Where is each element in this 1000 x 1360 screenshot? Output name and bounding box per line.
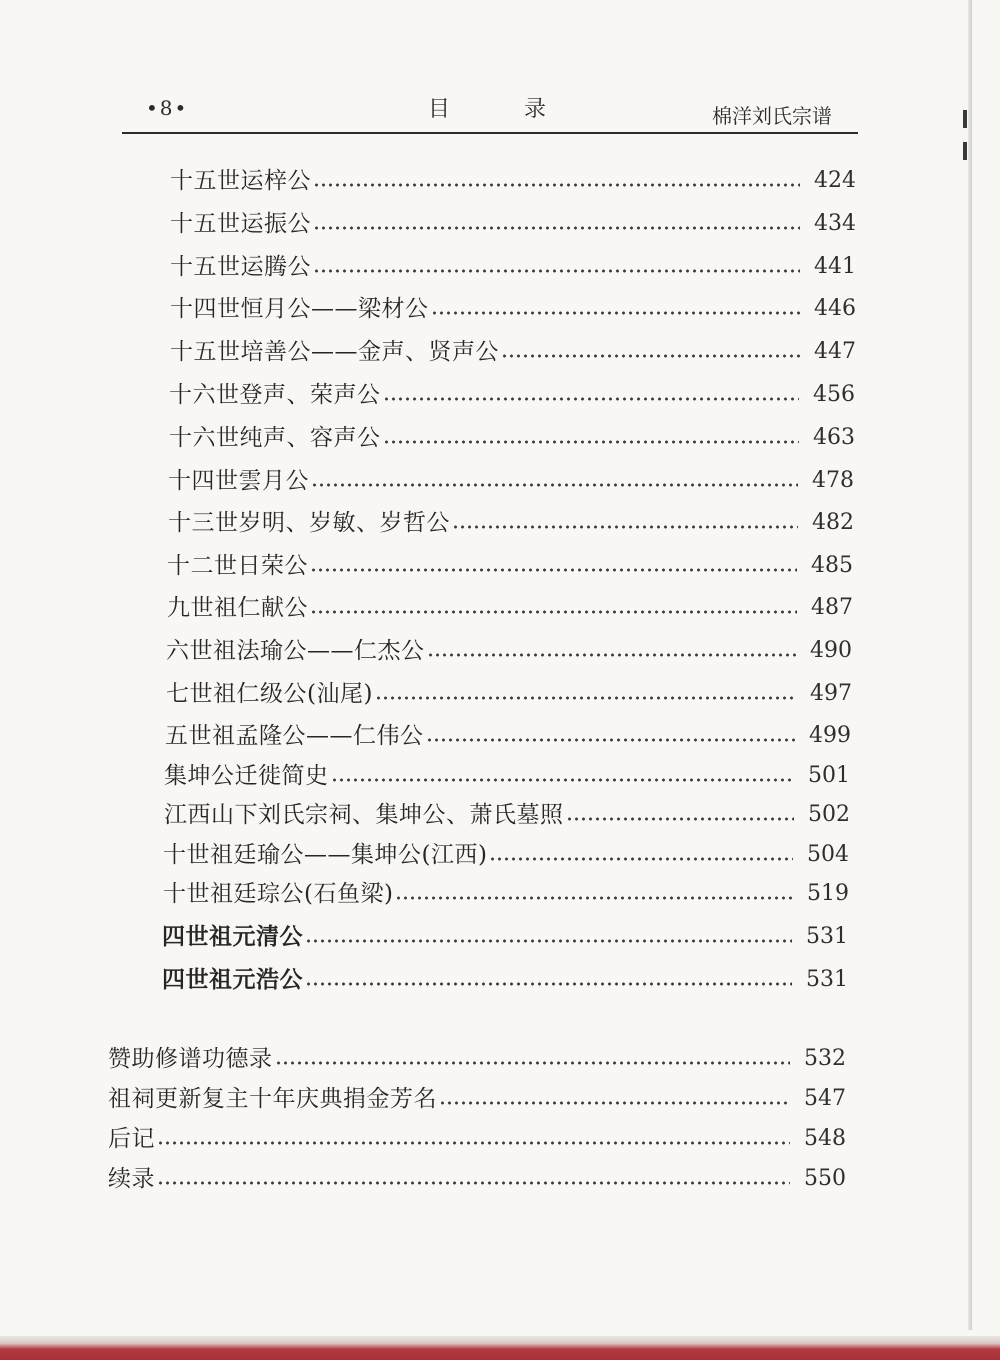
toc-entry-title: 十六世登声、荣声公 bbox=[169, 382, 381, 408]
dot-leader bbox=[311, 481, 798, 489]
dot-leader bbox=[157, 1179, 790, 1187]
toc-entry-page: 478 bbox=[812, 468, 854, 493]
toc-entry[interactable] bbox=[162, 918, 848, 952]
toc-entry[interactable] bbox=[108, 1120, 846, 1154]
dot-leader bbox=[439, 1099, 790, 1107]
dot-leader bbox=[452, 523, 798, 531]
dot-leader bbox=[313, 181, 800, 189]
book-title: 棉洋刘氏宗谱 bbox=[712, 104, 832, 128]
toc-entry-title: 十二世日荣公 bbox=[167, 553, 308, 579]
toc-entry[interactable] bbox=[162, 961, 848, 995]
toc-entry-title: 十四世恒月公——梁材公 bbox=[170, 296, 429, 322]
toc-entry-page: 447 bbox=[814, 339, 856, 364]
dot-leader bbox=[427, 651, 797, 659]
toc-entry-title: 十世祖廷瑜公——集坤公(江西) bbox=[163, 842, 488, 868]
toc-entry-page: 446 bbox=[814, 296, 856, 321]
dot-leader bbox=[313, 224, 800, 232]
toc-entry-title: 十三世岁明、岁敏、岁哲公 bbox=[168, 510, 450, 536]
toc-entry-title: 十四世雲月公 bbox=[168, 468, 309, 494]
toc-entry-title: 祖祠更新复主十年庆典捐金芳名 bbox=[108, 1086, 437, 1112]
toc-entry-page: 519 bbox=[807, 881, 849, 906]
dot-leader bbox=[431, 309, 801, 317]
dot-leader bbox=[489, 855, 793, 863]
toc-entry-title: 赞助修谱功德录 bbox=[108, 1046, 273, 1072]
toc-entry-title: 十五世运梓公 bbox=[170, 168, 311, 194]
toc-entry-title: 九世祖仁献公 bbox=[167, 595, 308, 621]
toc-entry-page: 485 bbox=[811, 553, 853, 578]
section-title: 目录 bbox=[428, 97, 621, 122]
dot-leader bbox=[305, 980, 792, 988]
toc-entry[interactable] bbox=[167, 589, 853, 623]
toc-entry-page: 531 bbox=[806, 967, 848, 992]
toc-entry[interactable] bbox=[170, 205, 856, 239]
toc-entry[interactable] bbox=[169, 376, 855, 410]
toc-entry-title: 后记 bbox=[108, 1126, 155, 1152]
toc-entry[interactable] bbox=[170, 248, 856, 282]
toc-entry-title: 四世祖元浩公 bbox=[162, 966, 303, 993]
toc-entry-page: 532 bbox=[804, 1046, 846, 1071]
toc-entry[interactable] bbox=[166, 632, 852, 666]
toc-entry-page: 550 bbox=[804, 1166, 846, 1191]
toc-entry-title: 十五世运振公 bbox=[170, 211, 311, 237]
toc-entry-page: 490 bbox=[810, 638, 852, 663]
toc-entry-page: 502 bbox=[808, 802, 850, 827]
toc-entry[interactable] bbox=[169, 419, 855, 453]
dot-leader bbox=[395, 894, 793, 902]
dot-leader bbox=[501, 352, 800, 360]
toc-entry-page: 531 bbox=[806, 924, 848, 949]
toc-entry-title: 十世祖廷琮公(石鱼梁) bbox=[163, 881, 394, 907]
toc-entry-page: 487 bbox=[811, 595, 853, 620]
toc-entry[interactable] bbox=[167, 547, 853, 581]
toc-entry-title: 江西山下刘氏宗祠、集坤公、萧氏墓照 bbox=[164, 802, 564, 828]
toc-entry-title: 十五世运腾公 bbox=[170, 254, 311, 280]
dot-leader bbox=[426, 736, 796, 744]
toc-entry-page: 499 bbox=[809, 723, 851, 748]
toc-entry[interactable] bbox=[108, 1040, 846, 1074]
dot-leader bbox=[275, 1059, 791, 1067]
dot-leader bbox=[383, 395, 800, 403]
dot-leader bbox=[383, 438, 800, 446]
toc-entry-page: 548 bbox=[804, 1126, 846, 1151]
toc-entry[interactable] bbox=[163, 836, 849, 870]
toc-entry[interactable] bbox=[170, 162, 856, 196]
page-bottom-band bbox=[0, 1336, 1000, 1360]
page-number: •8• bbox=[146, 96, 189, 120]
dot-leader bbox=[331, 776, 795, 784]
toc-entry-title: 五世祖孟隆公——仁伟公 bbox=[165, 723, 424, 749]
dot-leader bbox=[310, 566, 797, 574]
toc-entry-page: 504 bbox=[807, 842, 849, 867]
toc-entry-page: 456 bbox=[813, 382, 855, 407]
toc-entry-title: 四世祖元清公 bbox=[162, 923, 303, 950]
toc-entry[interactable] bbox=[164, 757, 850, 791]
toc-entry-title: 十六世纯声、容声公 bbox=[169, 425, 381, 451]
toc-entry[interactable] bbox=[168, 504, 854, 538]
toc-entry-title: 续录 bbox=[108, 1166, 155, 1192]
toc-entry[interactable] bbox=[108, 1080, 846, 1114]
toc-entry[interactable] bbox=[170, 290, 856, 324]
toc-entry[interactable] bbox=[108, 1160, 846, 1194]
dot-leader bbox=[157, 1139, 790, 1147]
toc-entry-page: 424 bbox=[814, 168, 856, 193]
dot-leader bbox=[305, 937, 792, 945]
toc-entry[interactable] bbox=[170, 333, 856, 367]
toc-entry[interactable] bbox=[165, 717, 851, 751]
toc-entry-page: 463 bbox=[813, 425, 855, 450]
toc-entry-title: 十五世培善公——金声、贤声公 bbox=[170, 339, 499, 365]
toc-entry-title: 集坤公迁徙简史 bbox=[164, 763, 329, 789]
toc-entry[interactable] bbox=[168, 462, 854, 496]
toc-entry-page: 547 bbox=[804, 1086, 846, 1111]
toc-entry-page: 501 bbox=[808, 763, 850, 788]
toc-entry-page: 482 bbox=[812, 510, 854, 535]
toc-entry-title: 六世祖法瑜公——仁杰公 bbox=[166, 638, 425, 664]
dot-leader bbox=[310, 608, 797, 616]
dot-leader bbox=[375, 694, 796, 702]
dot-leader bbox=[313, 267, 800, 275]
toc-entry[interactable] bbox=[164, 796, 850, 830]
toc-entry-title: 七世祖仁级公(汕尾) bbox=[166, 681, 373, 707]
toc-entry-page: 441 bbox=[814, 254, 856, 279]
toc-entry-page: 434 bbox=[814, 211, 856, 236]
toc-entry[interactable] bbox=[166, 675, 852, 709]
dot-leader bbox=[566, 815, 795, 823]
toc-entry-page: 497 bbox=[810, 681, 852, 706]
toc-entry[interactable] bbox=[163, 875, 849, 909]
